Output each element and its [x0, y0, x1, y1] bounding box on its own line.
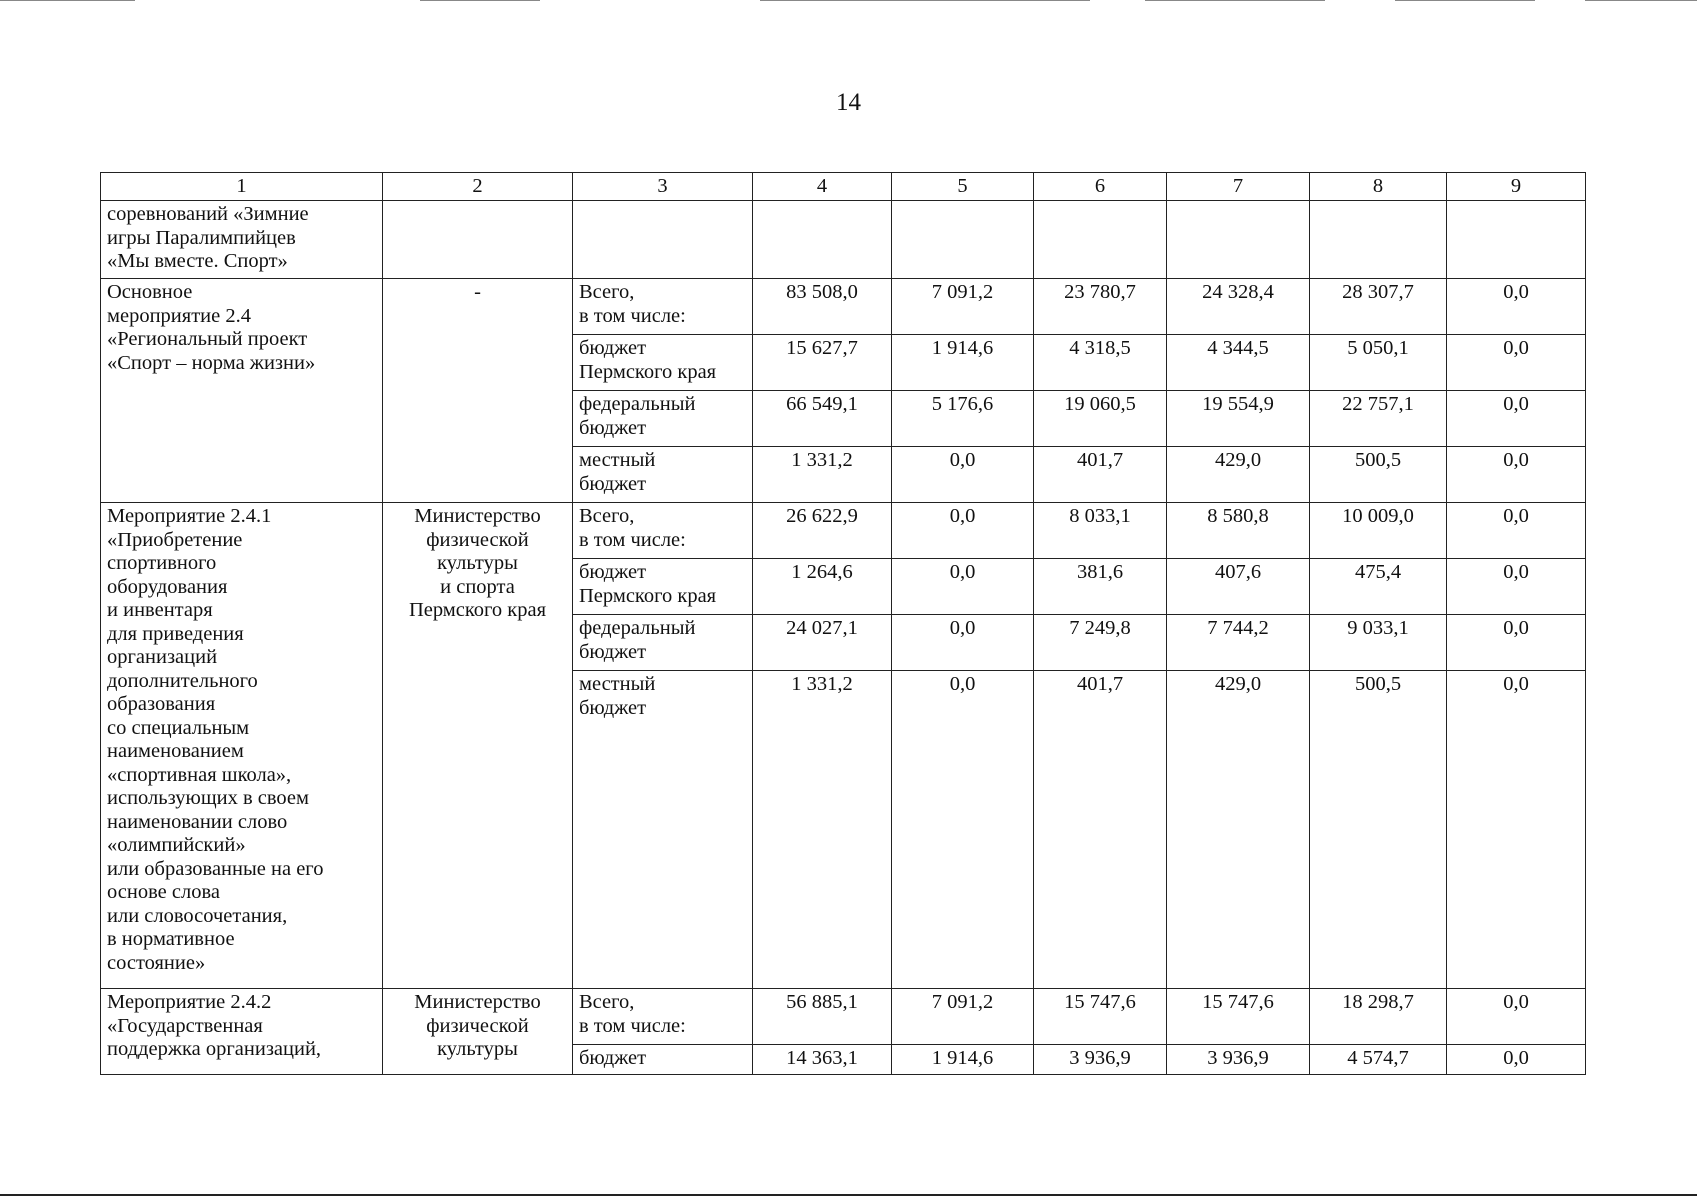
- column-number-row: [101, 173, 1586, 201]
- amount-cell: 56 885,1: [753, 989, 892, 1045]
- amount-cell: 1 331,2: [753, 447, 892, 503]
- amount-cell: 26 622,9: [753, 503, 892, 559]
- funding-source-cell: федеральный бюджет: [573, 615, 753, 671]
- amount-cell: 0,0: [1447, 1045, 1586, 1075]
- page-number: 14: [836, 89, 861, 116]
- empty-cell: [892, 201, 1034, 279]
- executor-cell: Министерство физической культуры: [383, 989, 573, 1075]
- amount-cell: 429,0: [1167, 447, 1310, 503]
- amount-cell: 15 747,6: [1034, 989, 1167, 1045]
- column-header: 1: [101, 173, 383, 201]
- activity-name-cell: Основное мероприятие 2.4 «Региональный проект «Спорт – норма жизни»: [101, 279, 383, 503]
- amount-cell: 381,6: [1034, 559, 1167, 615]
- amount-cell: 66 549,1: [753, 391, 892, 447]
- table-row: [101, 989, 1586, 1045]
- amount-cell: 407,6: [1167, 559, 1310, 615]
- amount-cell: 500,5: [1310, 447, 1447, 503]
- scan-edge-top: [0, 0, 1697, 2]
- amount-cell: 5 176,6: [892, 391, 1034, 447]
- activity-name-cell: соревнований «Зимние игры Паралимпийцев «Мы вместе. Спорт»: [101, 201, 383, 279]
- amount-cell: 0,0: [1447, 391, 1586, 447]
- amount-cell: 0,0: [1447, 447, 1586, 503]
- scan-edge-bottom: [0, 1194, 1697, 1196]
- amount-cell: 28 307,7: [1310, 279, 1447, 335]
- activity-name-cell: Мероприятие 2.4.2 «Государственная поддержка организаций,: [101, 989, 383, 1075]
- empty-cell: [1034, 201, 1167, 279]
- table-row: [101, 503, 1586, 559]
- amount-cell: 0,0: [1447, 671, 1586, 989]
- amount-cell: 22 757,1: [1310, 391, 1447, 447]
- amount-cell: 19 060,5: [1034, 391, 1167, 447]
- funding-source-cell: Всего, в том числе:: [573, 989, 753, 1045]
- empty-cell: [573, 201, 753, 279]
- empty-cell: [753, 201, 892, 279]
- funding-source-cell: Всего, в том числе:: [573, 279, 753, 335]
- amount-cell: 3 936,9: [1167, 1045, 1310, 1075]
- amount-cell: 15 627,7: [753, 335, 892, 391]
- budget-table: [100, 172, 1586, 1075]
- column-header: 3: [573, 173, 753, 201]
- amount-cell: 475,4: [1310, 559, 1447, 615]
- activity-name-cell: Мероприятие 2.4.1 «Приобретение спортивного оборудования и инвентаря для приведения организаций дополнительного образования со специальным наименованием «спортивная школа», использующих в своем наименовании слово «олимпийский» или образованные на его основе слова или словосочетания, в нормативное состояние»: [101, 503, 383, 989]
- amount-cell: 0,0: [892, 503, 1034, 559]
- funding-source-cell: Всего, в том числе:: [573, 503, 753, 559]
- column-header: 8: [1310, 173, 1447, 201]
- amount-cell: 7 091,2: [892, 279, 1034, 335]
- executor-cell: -: [383, 279, 573, 503]
- column-header: 7: [1167, 173, 1310, 201]
- column-header: 9: [1447, 173, 1586, 201]
- table-row: [101, 279, 1586, 335]
- amount-cell: 0,0: [1447, 559, 1586, 615]
- amount-cell: 0,0: [892, 615, 1034, 671]
- amount-cell: 429,0: [1167, 671, 1310, 989]
- executor-cell: Министерство физической культуры и спорта Пермского края: [383, 503, 573, 989]
- amount-cell: 24 328,4: [1167, 279, 1310, 335]
- amount-cell: 15 747,6: [1167, 989, 1310, 1045]
- amount-cell: 10 009,0: [1310, 503, 1447, 559]
- funding-source-cell: бюджет Пермского края: [573, 335, 753, 391]
- amount-cell: 8 033,1: [1034, 503, 1167, 559]
- empty-cell: [1310, 201, 1447, 279]
- amount-cell: 0,0: [1447, 503, 1586, 559]
- column-header: 4: [753, 173, 892, 201]
- amount-cell: 1 264,6: [753, 559, 892, 615]
- column-header: 2: [383, 173, 573, 201]
- amount-cell: 4 344,5: [1167, 335, 1310, 391]
- amount-cell: 9 033,1: [1310, 615, 1447, 671]
- amount-cell: 24 027,1: [753, 615, 892, 671]
- amount-cell: 1 331,2: [753, 671, 892, 989]
- empty-cell: [1447, 201, 1586, 279]
- amount-cell: 14 363,1: [753, 1045, 892, 1075]
- amount-cell: 0,0: [892, 671, 1034, 989]
- amount-cell: 0,0: [1447, 615, 1586, 671]
- amount-cell: 18 298,7: [1310, 989, 1447, 1045]
- funding-source-cell: бюджет Пермского края: [573, 559, 753, 615]
- amount-cell: 0,0: [892, 559, 1034, 615]
- amount-cell: 0,0: [1447, 279, 1586, 335]
- amount-cell: 7 091,2: [892, 989, 1034, 1045]
- funding-source-cell: местный бюджет: [573, 447, 753, 503]
- amount-cell: 7 744,2: [1167, 615, 1310, 671]
- column-header: 6: [1034, 173, 1167, 201]
- amount-cell: 1 914,6: [892, 335, 1034, 391]
- amount-cell: 0,0: [1447, 989, 1586, 1045]
- funding-source-cell: федеральный бюджет: [573, 391, 753, 447]
- amount-cell: 401,7: [1034, 671, 1167, 989]
- empty-cell: [1167, 201, 1310, 279]
- column-header: 5: [892, 173, 1034, 201]
- amount-cell: 3 936,9: [1034, 1045, 1167, 1075]
- amount-cell: 23 780,7: [1034, 279, 1167, 335]
- amount-cell: 19 554,9: [1167, 391, 1310, 447]
- amount-cell: 4 574,7: [1310, 1045, 1447, 1075]
- amount-cell: 401,7: [1034, 447, 1167, 503]
- amount-cell: 500,5: [1310, 671, 1447, 989]
- empty-cell: [383, 201, 573, 279]
- amount-cell: 0,0: [1447, 335, 1586, 391]
- funding-source-cell: бюджет: [573, 1045, 753, 1075]
- funding-source-cell: местный бюджет: [573, 671, 753, 989]
- table-row: [101, 201, 1586, 279]
- amount-cell: 8 580,8: [1167, 503, 1310, 559]
- amount-cell: 4 318,5: [1034, 335, 1167, 391]
- amount-cell: 83 508,0: [753, 279, 892, 335]
- table-body: [101, 201, 1586, 1075]
- amount-cell: 7 249,8: [1034, 615, 1167, 671]
- amount-cell: 1 914,6: [892, 1045, 1034, 1075]
- amount-cell: 5 050,1: [1310, 335, 1447, 391]
- amount-cell: 0,0: [892, 447, 1034, 503]
